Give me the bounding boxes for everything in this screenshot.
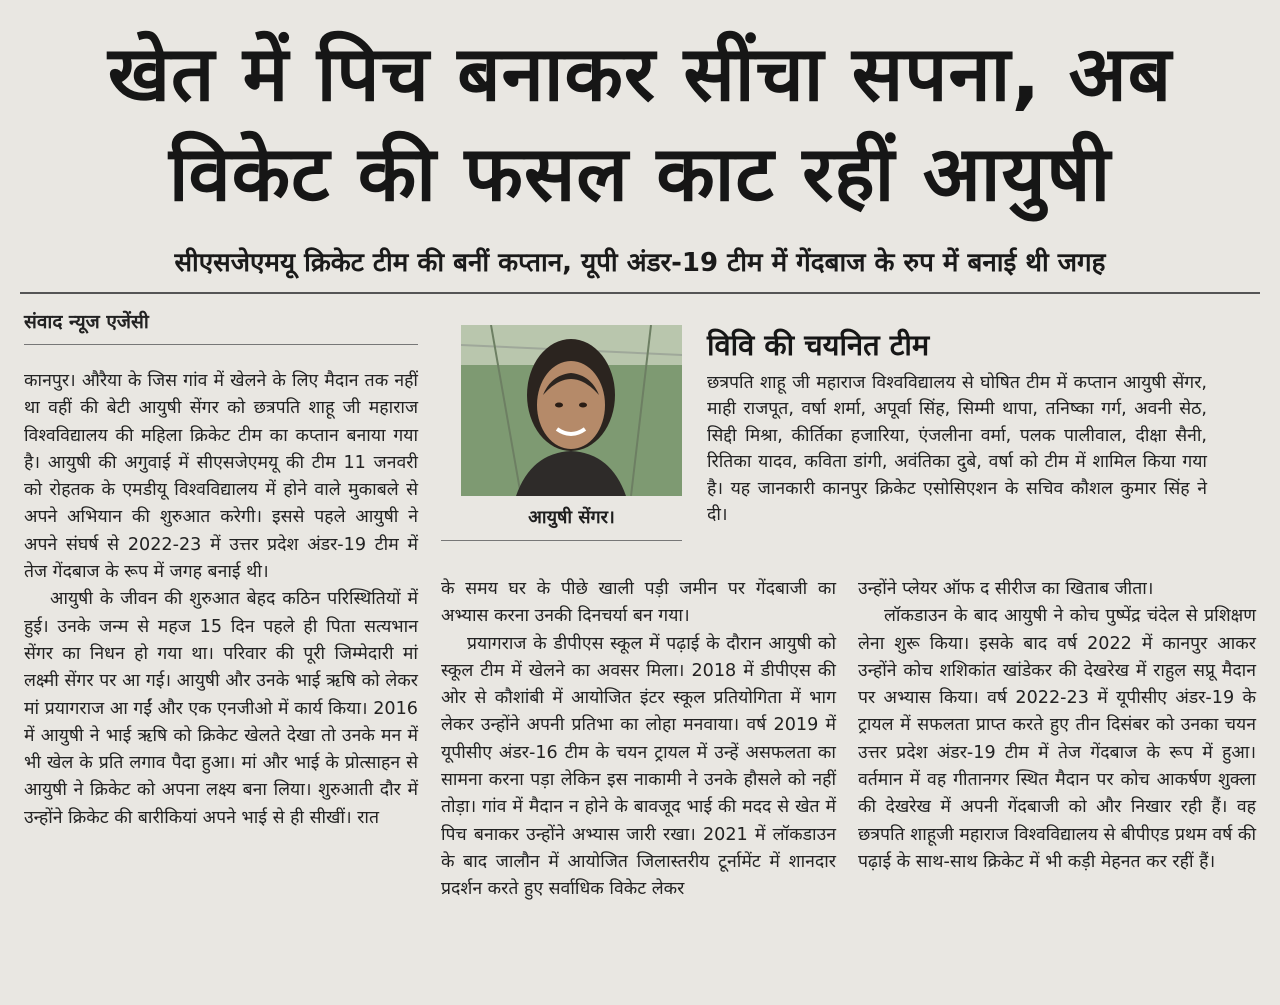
article-column-2 xyxy=(441,576,836,904)
paragraph: उन्होंने प्लेयर ऑफ द सीरीज का खिताब जीता। xyxy=(858,579,1154,599)
photo-caption: आयुषी सेंगर। xyxy=(528,507,615,528)
sidebar-text: छत्रपति शाहू जी महाराज विश्वविद्यालय से घोषित टीम में कप्तान आयुषी सेंगर, माही राजपूत, वर्षा शर्मा, अपूर्वा सिंह, सिम्मी थापा, तनिष्का गर्ग, अवनी सेठ, सिद्दी मिश्रा, कीर्तिका हजारिया, एंजलीना वर्मा, पलक पालीवाल, दीक्षा सैनी, रितिका यादव, कविता डांगी, अवंतिका दुबे, वर्षा को टीम में शामिल किया गया है। यह जानकारी कानपुर क्रिकेट एसोसिएशन के सचिव कौशल कुमार सिंह ने दी। xyxy=(707,373,1207,526)
player-portrait xyxy=(461,325,682,496)
rule-under-caption xyxy=(441,540,682,541)
article-column-1 xyxy=(24,368,418,832)
headline-line-1: खेत में पिच बनाकर सींचा सपना, अब xyxy=(107,29,1173,118)
byline: संवाद न्यूज एजेंसी xyxy=(24,311,149,333)
paragraph: के समय घर के पीछे खाली पड़ी जमीन पर गेंदबाजी का अभ्यास करना उनकी दिनचर्या बन गया। xyxy=(441,579,836,627)
paragraph: कानपुर। औरैया के जिस गांव में खेलने के लिए मैदान तक नहीं था वहीं की बेटी आयुषी सेंगर को छत्रपति शाहू जी महाराज विश्वविद्यालय की महिला क्रिकेट टीम का कप्तान बनाया गया है। आयुषी की अगुवाई में सीएसजेएमयू की टीम 11 जनवरी को रोहतक के एमडीयू विश्वविद्यालय में होने वाले मुकाबले से अपने अभियान की शुरुआत करेगी। इससे पहले आयुषी ने अपने संघर्ष से 2022-23 में उत्तर प्रदेश अंडर-19 टीम में तेज गेंदबाज के रूप में जगह बनाई थी। xyxy=(24,371,418,583)
rule-under-subhead xyxy=(20,292,1260,294)
paragraph: लॉकडाउन के बाद आयुषी ने कोच पुष्पेंद्र चंदेल से प्रशिक्षण लेना शुरू किया। इसके बाद वर्ष 2022 में कानपुर आकर उन्होंने कोच शशिकांत खांडेकर की देखरेख में राहुल सप्रू मैदान पर अभ्यास किया। वर्ष 2022-23 में यूपीसीए अंडर-19 के ट्रायल में सफलता प्राप्त करते हुए तीन दिसंबर को उनका चयन उत्तर प्रदेश अंडर-19 टीम में तेज गेंदबाज के रूप में हुआ। वर्तमान में वह गीतानगर स्थित मैदान पर कोच आकर्षण शुक्ला की देखरेख में अपनी गेंदबाजी को और निखार रही हैं। वह छत्रपति शाहूजी महाराज विश्वविद्यालय से बीपीएड प्रथम वर्ष की पढ़ाई के साथ-साथ क्रिकेट में भी कड़ी मेहनत कर रहीं हैं। xyxy=(858,606,1256,872)
subheadline: सीएसजेएमयू क्रिकेट टीम की बनीं कप्तान, यूपी अंडर-19 टीम में गेंदबाज के रुप में बनाई थी जगह xyxy=(174,248,1106,278)
paragraph: आयुषी के जीवन की शुरुआत बेहद कठिन परिस्थितियों में हुई। उनके जन्म से महज 15 दिन पहले ही पिता सत्यभान सेंगर का निधन हो गया था। परिवार की पूरी जिम्मेदारी मां लक्ष्मी सेंगर पर आ गई। आयुषी और उनके भाई ऋषि को लेकर मां प्रयागराज आ गईं और एक एनजीओ में कार्य किया। 2016 में आयुषी ने भाई ऋषि को क्रिकेट खेलते देखा तो उनके मन में भी खेल के प्रति लगाव पैदा हुआ। मां और भाई के प्रोत्साहन से आयुषी ने क्रिकेट को अपना लक्ष्य बना लिया। शुरुआती दौर में उन्होंने क्रिकेट की बारीकियां अपने भाई से ही सीखीं। रात xyxy=(24,589,418,828)
rule-under-byline xyxy=(24,344,418,345)
sidebar-title: विवि की चयनित टीम xyxy=(707,328,930,362)
paragraph: प्रयागराज के डीपीएस स्कूल में पढ़ाई के दौरान आयुषी को स्कूल टीम में खेलने का अवसर मिला। 2018 में डीपीएस की ओर से कौशांबी में आयोजित इंटर स्कूल प्रतियोगिता में भाग लेकर उन्होंने अपनी प्रतिभा का लोहा मनवाया। वर्ष 2019 में यूपीसीए अंडर-16 टीम के चयन ट्रायल में उन्हें असफलता का सामना करना पड़ा लेकिन इस नाकामी ने उनके हौसले को नहीं तोड़ा। गांव में मैदान न होने के बावजूद भाई की मदद से खेत में पिच बनाकर उन्होंने अभ्यास जारी रखा। 2021 में लॉकडाउन के बाद जालौन में आयोजित जिलास्तरीय टूर्नामेंट में शानदार प्रदर्शन करते हुए सर्वाधिक विकेट लेकर xyxy=(441,633,836,900)
article-column-3 xyxy=(858,576,1256,876)
headline-line-2: विकेट की फसल काट रहीं आयुषी xyxy=(168,129,1112,218)
player-photo xyxy=(461,325,682,496)
